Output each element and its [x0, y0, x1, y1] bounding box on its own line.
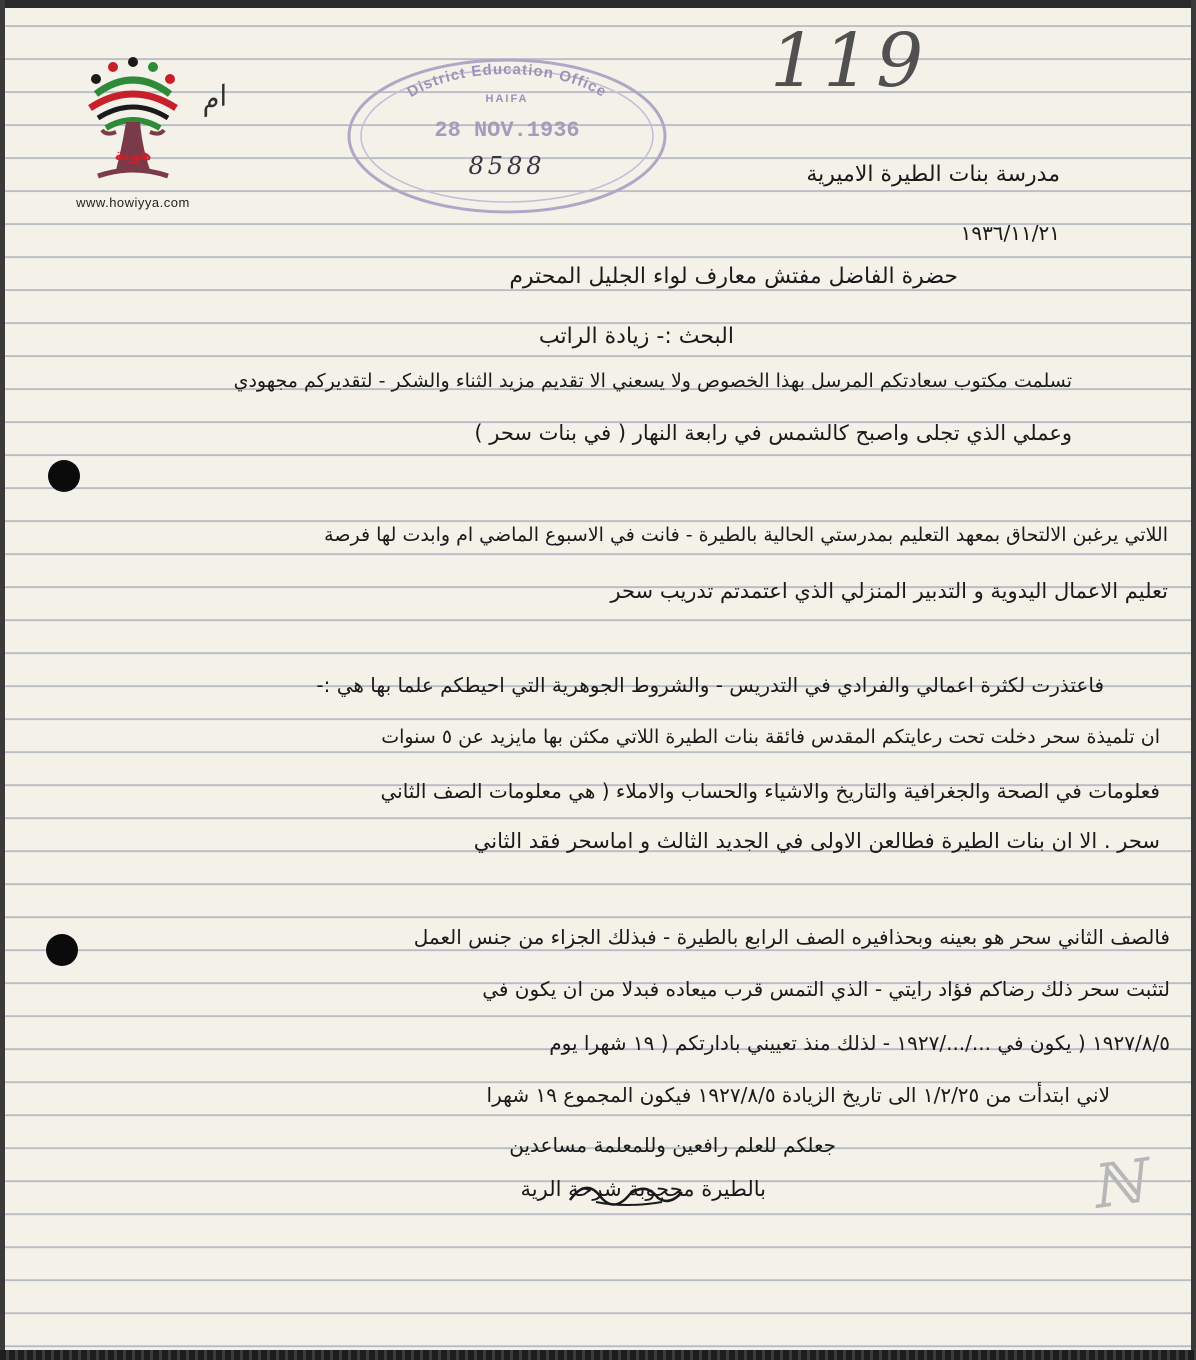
body-line: فعلومات في الصحة والجغرافية والتاريخ والاشياء والحساب والاملاء ( هي معلومات الصف الثاني	[380, 779, 1160, 803]
stamp-number: 8588	[468, 152, 546, 180]
sender-line: مدرسة بنات الطيرة الاميرية	[806, 162, 1060, 187]
svg-text:هوية: هوية	[114, 145, 152, 164]
pencil-mark: ℕ	[1085, 1146, 1150, 1224]
stamp-office-text: District Education Office	[404, 61, 610, 101]
letter-date: ١٩٣٦/١١/٢١	[960, 221, 1060, 245]
stamp-date: 28 NOV.1936	[434, 118, 580, 143]
recipient-line: حضرة الفاضل مفتش معارف لواء الجليل المحترم	[509, 264, 958, 289]
scan-edge-bottom	[0, 1350, 1196, 1360]
body-line: فاعتذرت لكثرة اعمالي والفرادي في التدريس - والشروط الجوهرية التي احيطكم علما بها هي :-	[316, 673, 1104, 697]
tree-logo-icon	[76, 52, 190, 192]
body-line: وعملي الذي تجلى واصبح كالشمس في رابعة النهار ( في بنات سحر )	[474, 421, 1072, 445]
margin-note: ام	[196, 79, 229, 118]
body-line: ١٩٢٧/٨/٥ ( يكون في .../.../١٩٢٧ - لذلك منذ تعييني بادارتكم ( ١٩ شهرا يوم	[549, 1031, 1170, 1055]
subject-line: البحث :- زيادة الراتب	[538, 324, 734, 349]
punch-hole	[48, 460, 80, 492]
body-line: فالصف الثاني سحر هو بعينه وبحذافيره الصف الرابع بالطيرة - فبذلك الجزاء من جنس العمل	[413, 925, 1170, 949]
scan-edge-right	[1191, 0, 1196, 1360]
howiyya-logo	[58, 52, 208, 212]
closing-line: جعلكم للعلم رافعين وللمعلمة مساعدين	[509, 1133, 836, 1157]
signature-scribble-icon	[566, 1172, 686, 1212]
punch-hole	[46, 934, 78, 966]
body-line: تسلمت مكتوب سعادتكم المرسل بهذا الخصوص ولا يسعني الا تقديم مزيد الثناء والشكر - لتقديركم مجهودي	[233, 370, 1072, 392]
scan-edge-left	[0, 0, 5, 1360]
body-line: سحر . الا ان بنات الطيرة فطالعن الاولى في الجديد الثالث و اماسحر فقد الثاني	[473, 829, 1160, 853]
body-line: لتثبت سحر ذلك رضاكم فؤاد رايتي - الذي التمس قرب ميعاده فبدلا من ان يكون في	[482, 977, 1170, 1001]
body-line: لاني ابتدأت من ١/٢/٢٥ الى تاريخ الزيادة ١٩٢٧/٨/٥ فيكون المجموع ١٩ شهرا	[486, 1083, 1110, 1107]
folio-number: 119	[770, 18, 930, 104]
body-line: اللاتي يرغبن الالتحاق بمعهد التعليم بمدرستي الحالية بالطيرة - فانت في الاسبوع الماضي ام وابدت لها فرصة	[324, 524, 1168, 546]
body-line: تعليم الاعمال اليدوية و التدبير المنزلي الذي اعتمدتم تدريب سحر	[610, 579, 1168, 603]
signature-text: بالطيرة محجوبة شرحة الرية	[520, 1177, 766, 1201]
body-line: ان تلميذة سحر دخلت تحت رعايتكم المقدس فائقة بنات الطيرة اللاتي مكثن بها مايزيد عن ٥ سنوات	[381, 726, 1160, 748]
scan-edge-top	[0, 0, 1196, 8]
site-url: www.howiyya.com	[76, 195, 190, 210]
stamp-city: HAIFA	[485, 93, 529, 105]
education-office-stamp	[346, 56, 668, 216]
